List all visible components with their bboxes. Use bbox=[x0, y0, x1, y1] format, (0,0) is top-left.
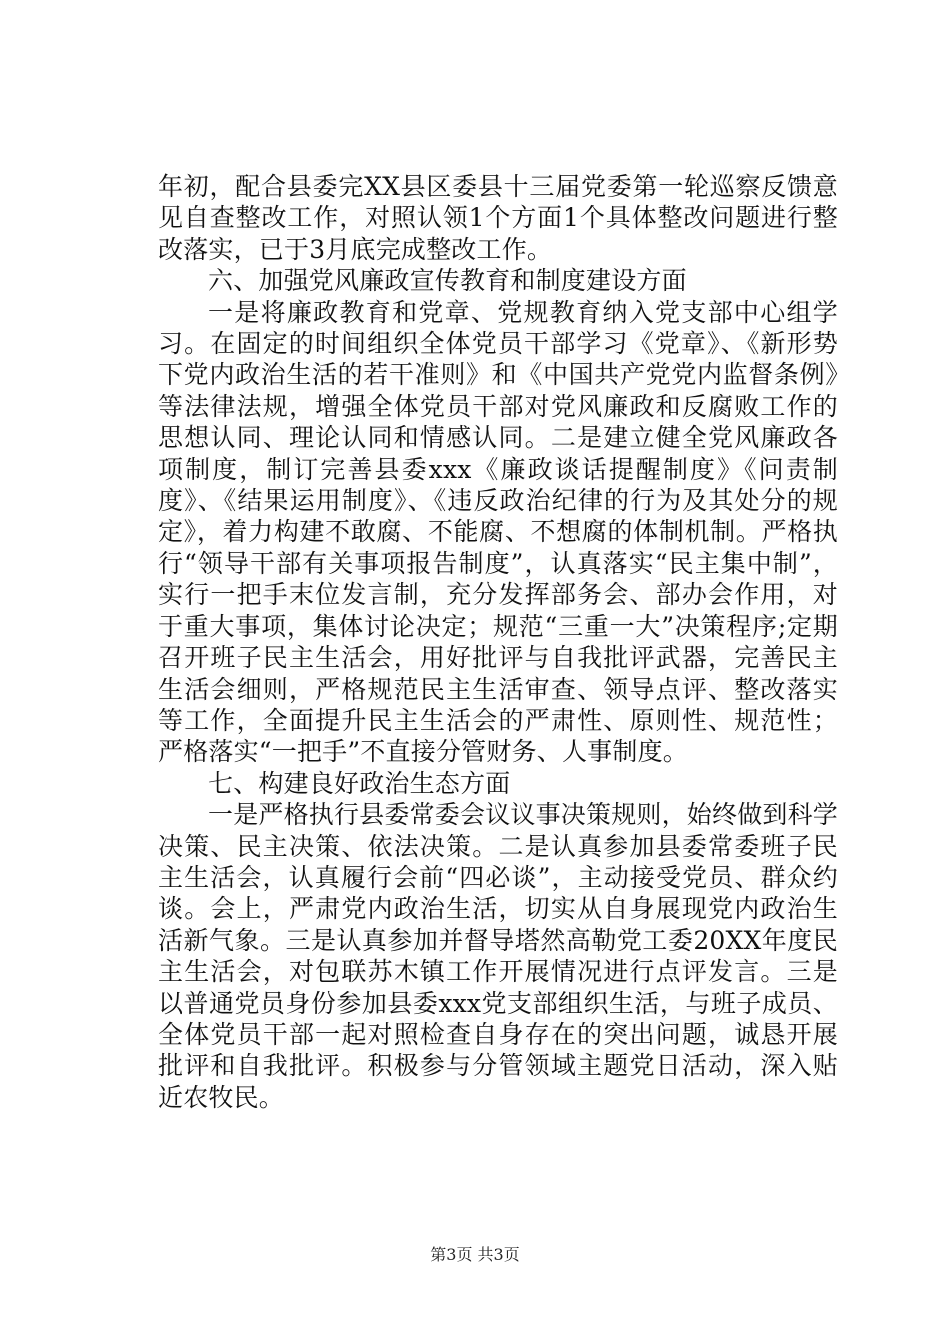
paragraph-section-seven-body: 一是严格执行县委常委会议议事决策规则，始终做到科学决策、民主决策、依法决策。二是认真参加县委常委班子民主生活会，认真履行会前“四必谈”，主动接受党员、群众约谈。会上，严肃党内政治生活，切实从自身展现党内政治生活新气象。三是认真参加并督导塔然高勒党工委20XX年度民主生活会，对包联苏木镇工作开展情况进行点评发言。三是以普通党员身份参加县委xxx党支部组织生活，与班子成员、全体党员干部一起对照检查自身存在的突出问题，诚恳开展批评和自我批评。积极参与分管领域主题党日活动，深入贴近农牧民。 bbox=[158, 800, 839, 1112]
document-body bbox=[158, 171, 838, 1113]
section-heading-six: 六、加强党风廉政宣传教育和制度建设方面 bbox=[208, 266, 687, 296]
paragraph-continuation: 年初，配合县委完XX县区委县十三届党委第一轮巡察反馈意见自查整改工作，对照认领1个方面1个具体整改问题进行整改落实，已于3月底完成整改工作。 bbox=[158, 172, 838, 264]
paragraph-section-six-body: 一是将廉政教育和党章、党规教育纳入党支部中心组学习。在固定的时间组织全体党员干部学习《党章》、《新形势下党内政治生活的若干准则》和《中国共产党党内监督条例》等法律法规，增强全体党员干部对党风廉政和反腐败工作的思想认同、理论认同和情感认同。二是建立健全党风廉政各项制度，制订完善县委xxx《廉政谈话提醒制度》《问责制度》、《结果运用制度》、《违反政治纪律的行为及其处分的规定》，着力构建不敢腐、不能腐、不想腐的体制机制。严格执行“领导干部有关事项报告制度”，认真落实“民主集中制”，实行一把手末位发言制，充分发挥部务会、部办会作用，对于重大事项，集体讨论决定；规范“三重一大”决策程序;定期召开班子民主生活会，用好批评与自我批评武器，完善民主生活会细则，严格规范民主生活审查、领导点评、整改落实等工作，全面提升民主生活会的严肃性、原则性、规范性；严格落实“一把手”不直接分管财务、人事制度。 bbox=[158, 297, 838, 767]
page-number-footer: 第3页 共3页 bbox=[430, 1245, 520, 1264]
section-heading-seven: 七、构建良好政治生态方面 bbox=[208, 768, 511, 798]
